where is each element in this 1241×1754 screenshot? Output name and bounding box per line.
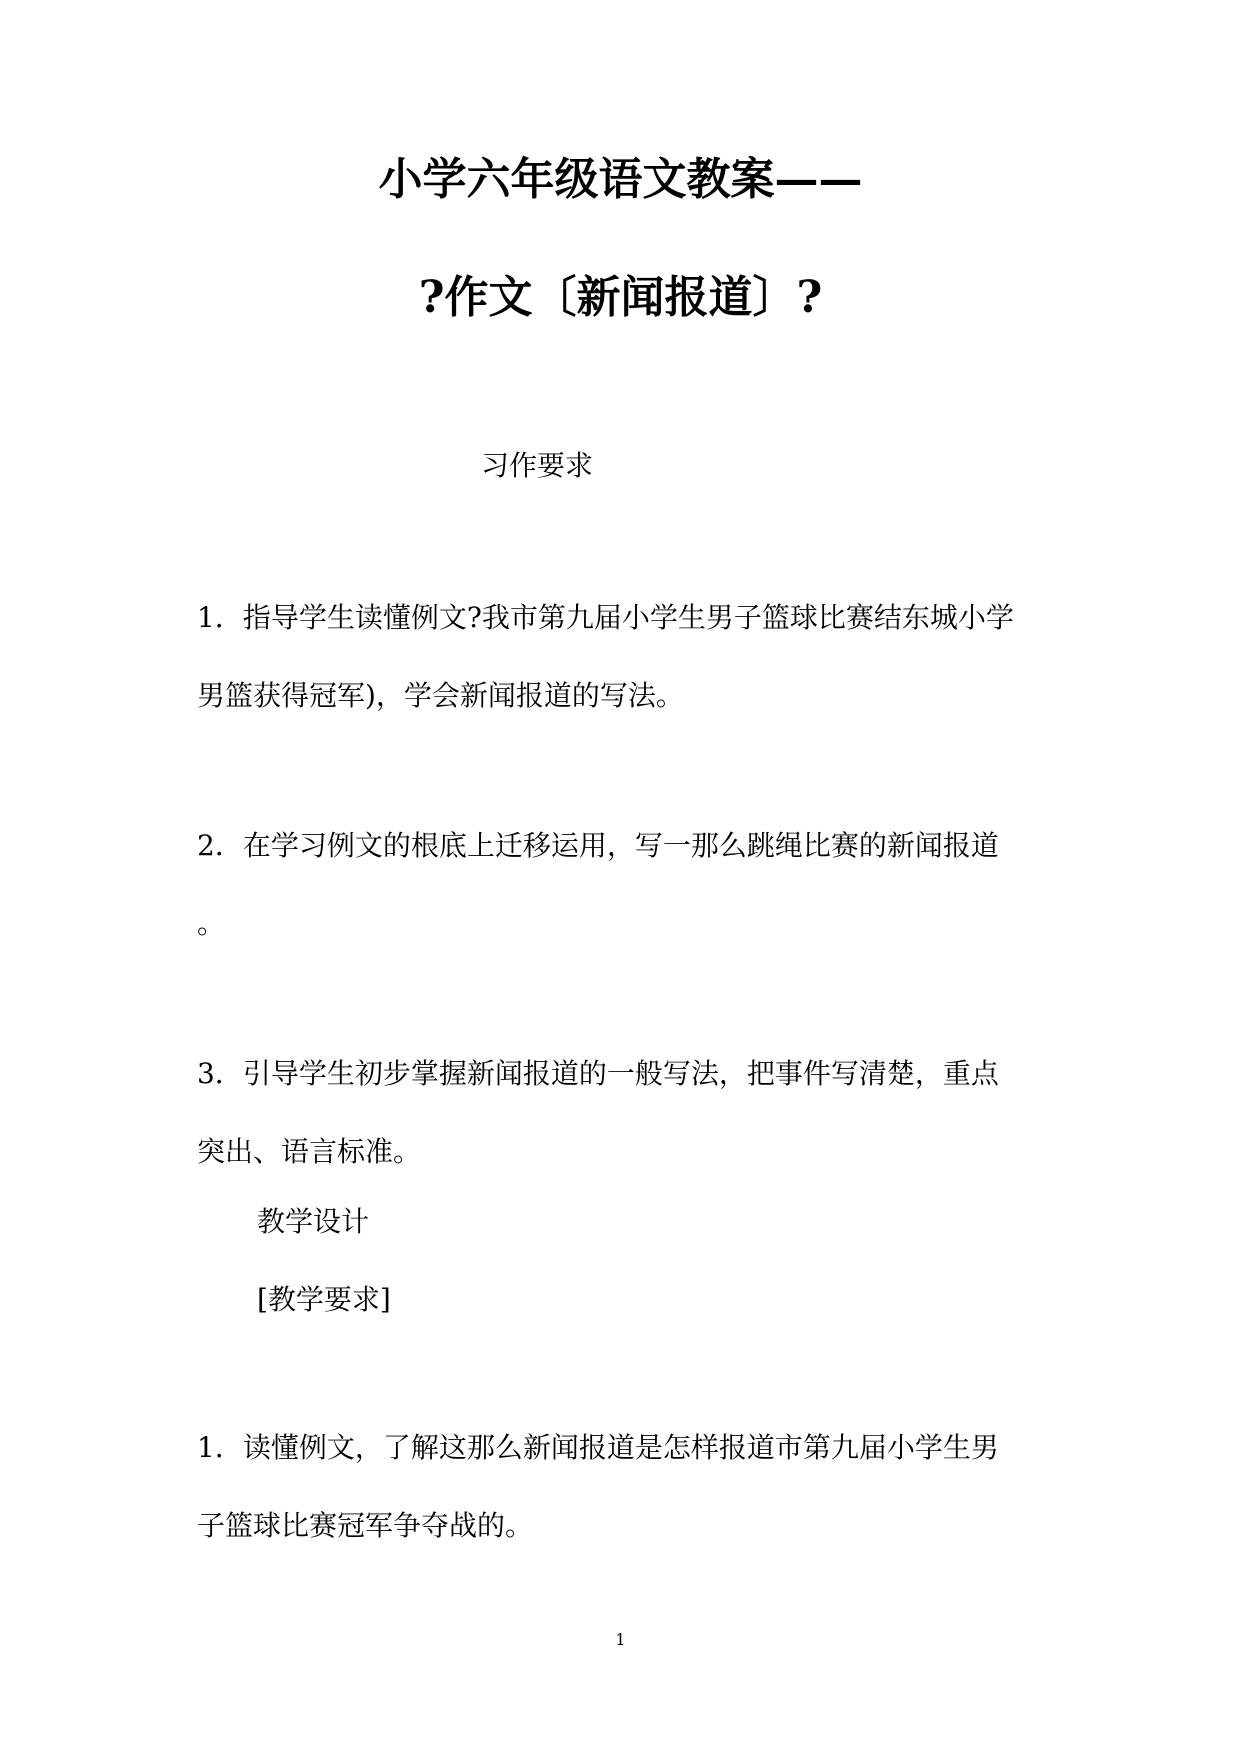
design-heading: 教学设计 [257,1205,370,1238]
section-heading: 习作要求 [481,449,594,482]
requirement-3-line-2: 突出、语言标准。 [197,1135,422,1168]
teaching-requirements-heading: [教学要求] [257,1283,391,1316]
requirement-1-line-1: 1．指导学生读懂例文?我市第九届小学生男子篮球比赛结东城小学 [197,601,1014,634]
teaching-point-1-line-2: 子篮球比赛冠军争夺战的。 [197,1509,534,1542]
page-number: 1 [615,1630,626,1649]
requirement-3-line-1: 3．引导学生初步掌握新闻报道的一般写法，把事件写清楚，重点 [197,1057,999,1090]
title-line-2: ?作文〔新闻报道〕? [418,272,823,323]
teaching-point-1-line-1: 1．读懂例文，了解这那么新闻报道是怎样报道市第九届小学生男 [197,1431,999,1464]
requirement-1-line-2: 男篮获得冠军)，学会新闻报道的写法。 [197,679,684,712]
title-line-1: 小学六年级语文教案—— [378,154,863,205]
requirement-2-line-1: 2．在学习例文的根底上迁移运用，写一那么跳绳比赛的新闻报道 [197,829,999,862]
requirement-2-line-2: 。 [197,907,226,940]
